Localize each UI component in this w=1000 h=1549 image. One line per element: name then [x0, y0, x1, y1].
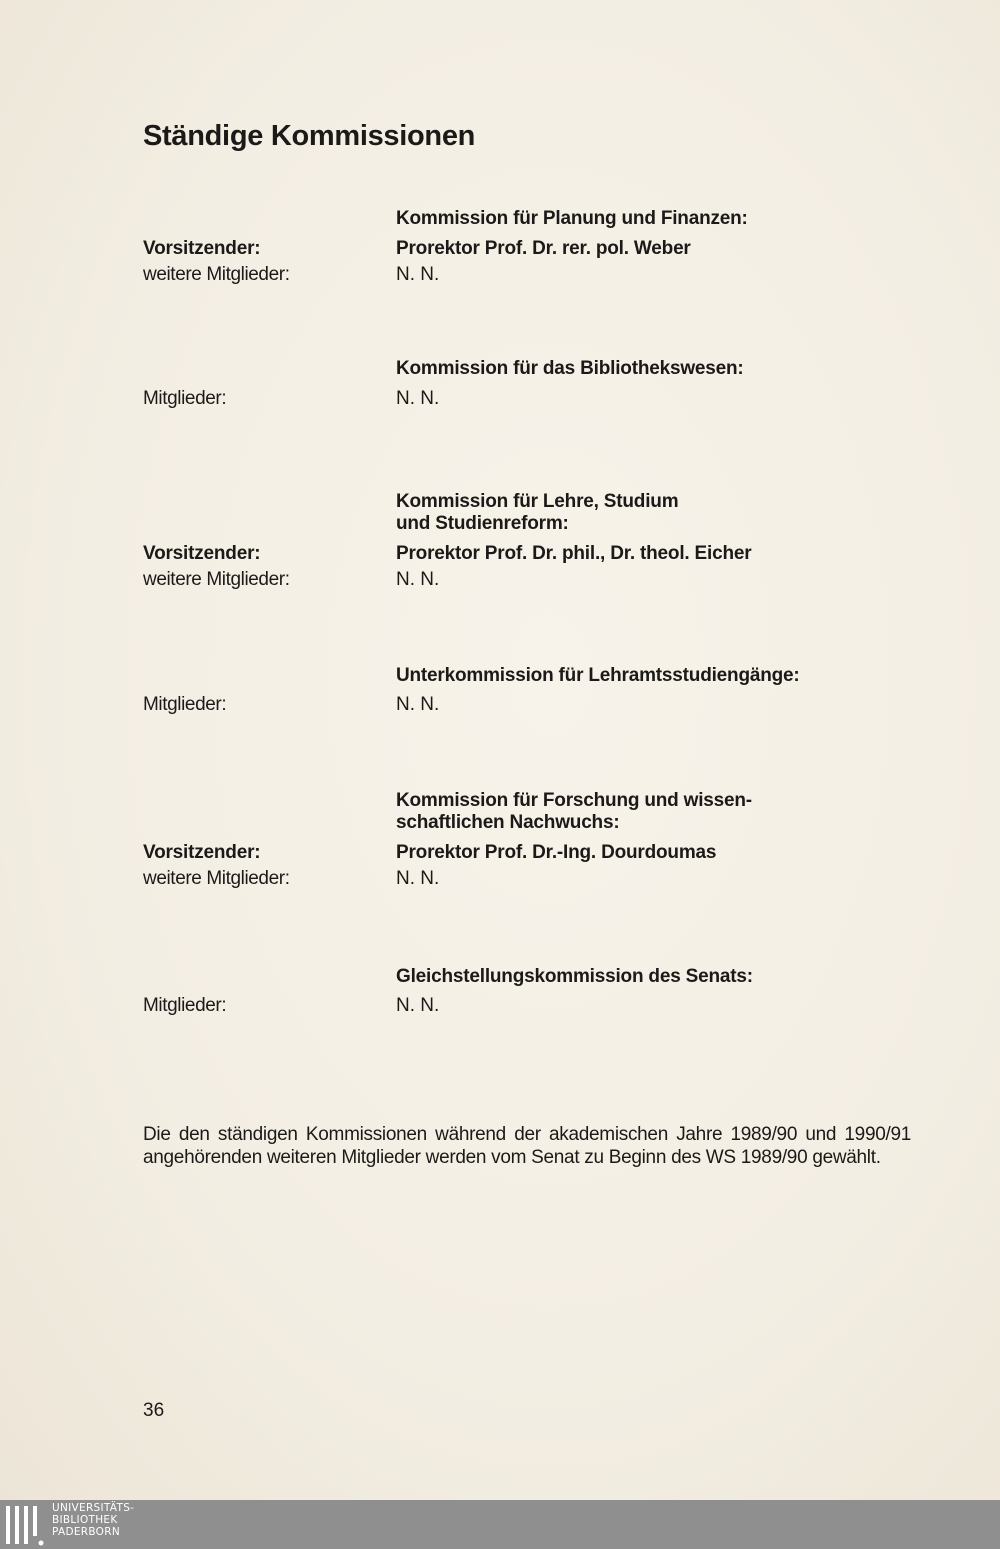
- commission-heading-line: Kommission für Forschung und wissen-: [396, 790, 752, 811]
- member-row: [0, 993, 1000, 1019]
- member-value: N. N.: [396, 388, 440, 409]
- commission-heading: [396, 665, 856, 687]
- role-label: weitere Mitglieder:: [143, 868, 290, 889]
- member-row: [0, 692, 1000, 718]
- library-name-line: PADERBORN: [52, 1526, 120, 1538]
- commission-heading-line: und Studienreform:: [396, 513, 569, 534]
- member-value: N. N.: [396, 694, 440, 715]
- member-value: N. N.: [396, 868, 440, 889]
- library-name-line: UNIVERSITÄTS-: [52, 1502, 135, 1514]
- page-number: 36: [143, 1400, 165, 1421]
- role-label: Vorsitzender:: [143, 238, 261, 259]
- commission-heading: [396, 491, 856, 535]
- commission-heading-line: Gleichstellungskommission des Senats:: [396, 966, 753, 987]
- role-label: Vorsitzender:: [143, 543, 261, 564]
- member-row: [0, 866, 1000, 892]
- member-value: Prorektor Prof. Dr.-Ing. Dourdoumas: [396, 842, 717, 863]
- library-name-line: BIBLIOTHEK: [52, 1514, 118, 1526]
- commission-heading: [396, 208, 856, 230]
- commission-heading-line: schaftlichen Nachwuchs:: [396, 812, 620, 833]
- commission-heading: [396, 358, 856, 380]
- role-label: weitere Mitglieder:: [143, 264, 290, 285]
- member-row: [0, 262, 1000, 288]
- role-label: Mitglieder:: [143, 388, 227, 409]
- member-row: [0, 236, 1000, 262]
- commission-heading: [396, 966, 856, 988]
- member-value: Prorektor Prof. Dr. phil., Dr. theol. Eicher: [396, 543, 752, 564]
- library-logo-icon: [4, 1504, 46, 1546]
- commission-heading-line: Kommission für Planung und Finanzen:: [396, 208, 748, 229]
- commission-heading-line: Kommission für das Bibliothekswesen:: [396, 358, 744, 379]
- member-value: N. N.: [396, 569, 440, 590]
- member-row: [0, 840, 1000, 866]
- commission-heading: [396, 790, 856, 834]
- election-note: Die den ständigen Kommissionen während der akademischen Jahre 1989/90 und 1990/91 angehörenden weiteren Mitglieder werden vom Senat zu Beginn des WS 1989/90 gewählt.: [143, 1124, 911, 1168]
- member-row: [0, 541, 1000, 567]
- member-value: N. N.: [396, 264, 440, 285]
- role-label: Vorsitzender:: [143, 842, 261, 863]
- library-name: [52, 1502, 134, 1538]
- role-label: weitere Mitglieder:: [143, 569, 290, 590]
- commission-heading-line: Unterkommission für Lehramtsstudiengänge:: [396, 665, 800, 686]
- member-value: Prorektor Prof. Dr. rer. pol. Weber: [396, 238, 691, 259]
- library-footer-bar: [0, 1500, 1000, 1549]
- member-value: N. N.: [396, 995, 440, 1016]
- member-row: [0, 386, 1000, 412]
- role-label: Mitglieder:: [143, 694, 227, 715]
- role-label: Mitglieder:: [143, 995, 227, 1016]
- page-title: Ständige Kommissionen: [143, 120, 476, 152]
- commission-heading-line: Kommission für Lehre, Studium: [396, 491, 679, 512]
- member-row: [0, 567, 1000, 593]
